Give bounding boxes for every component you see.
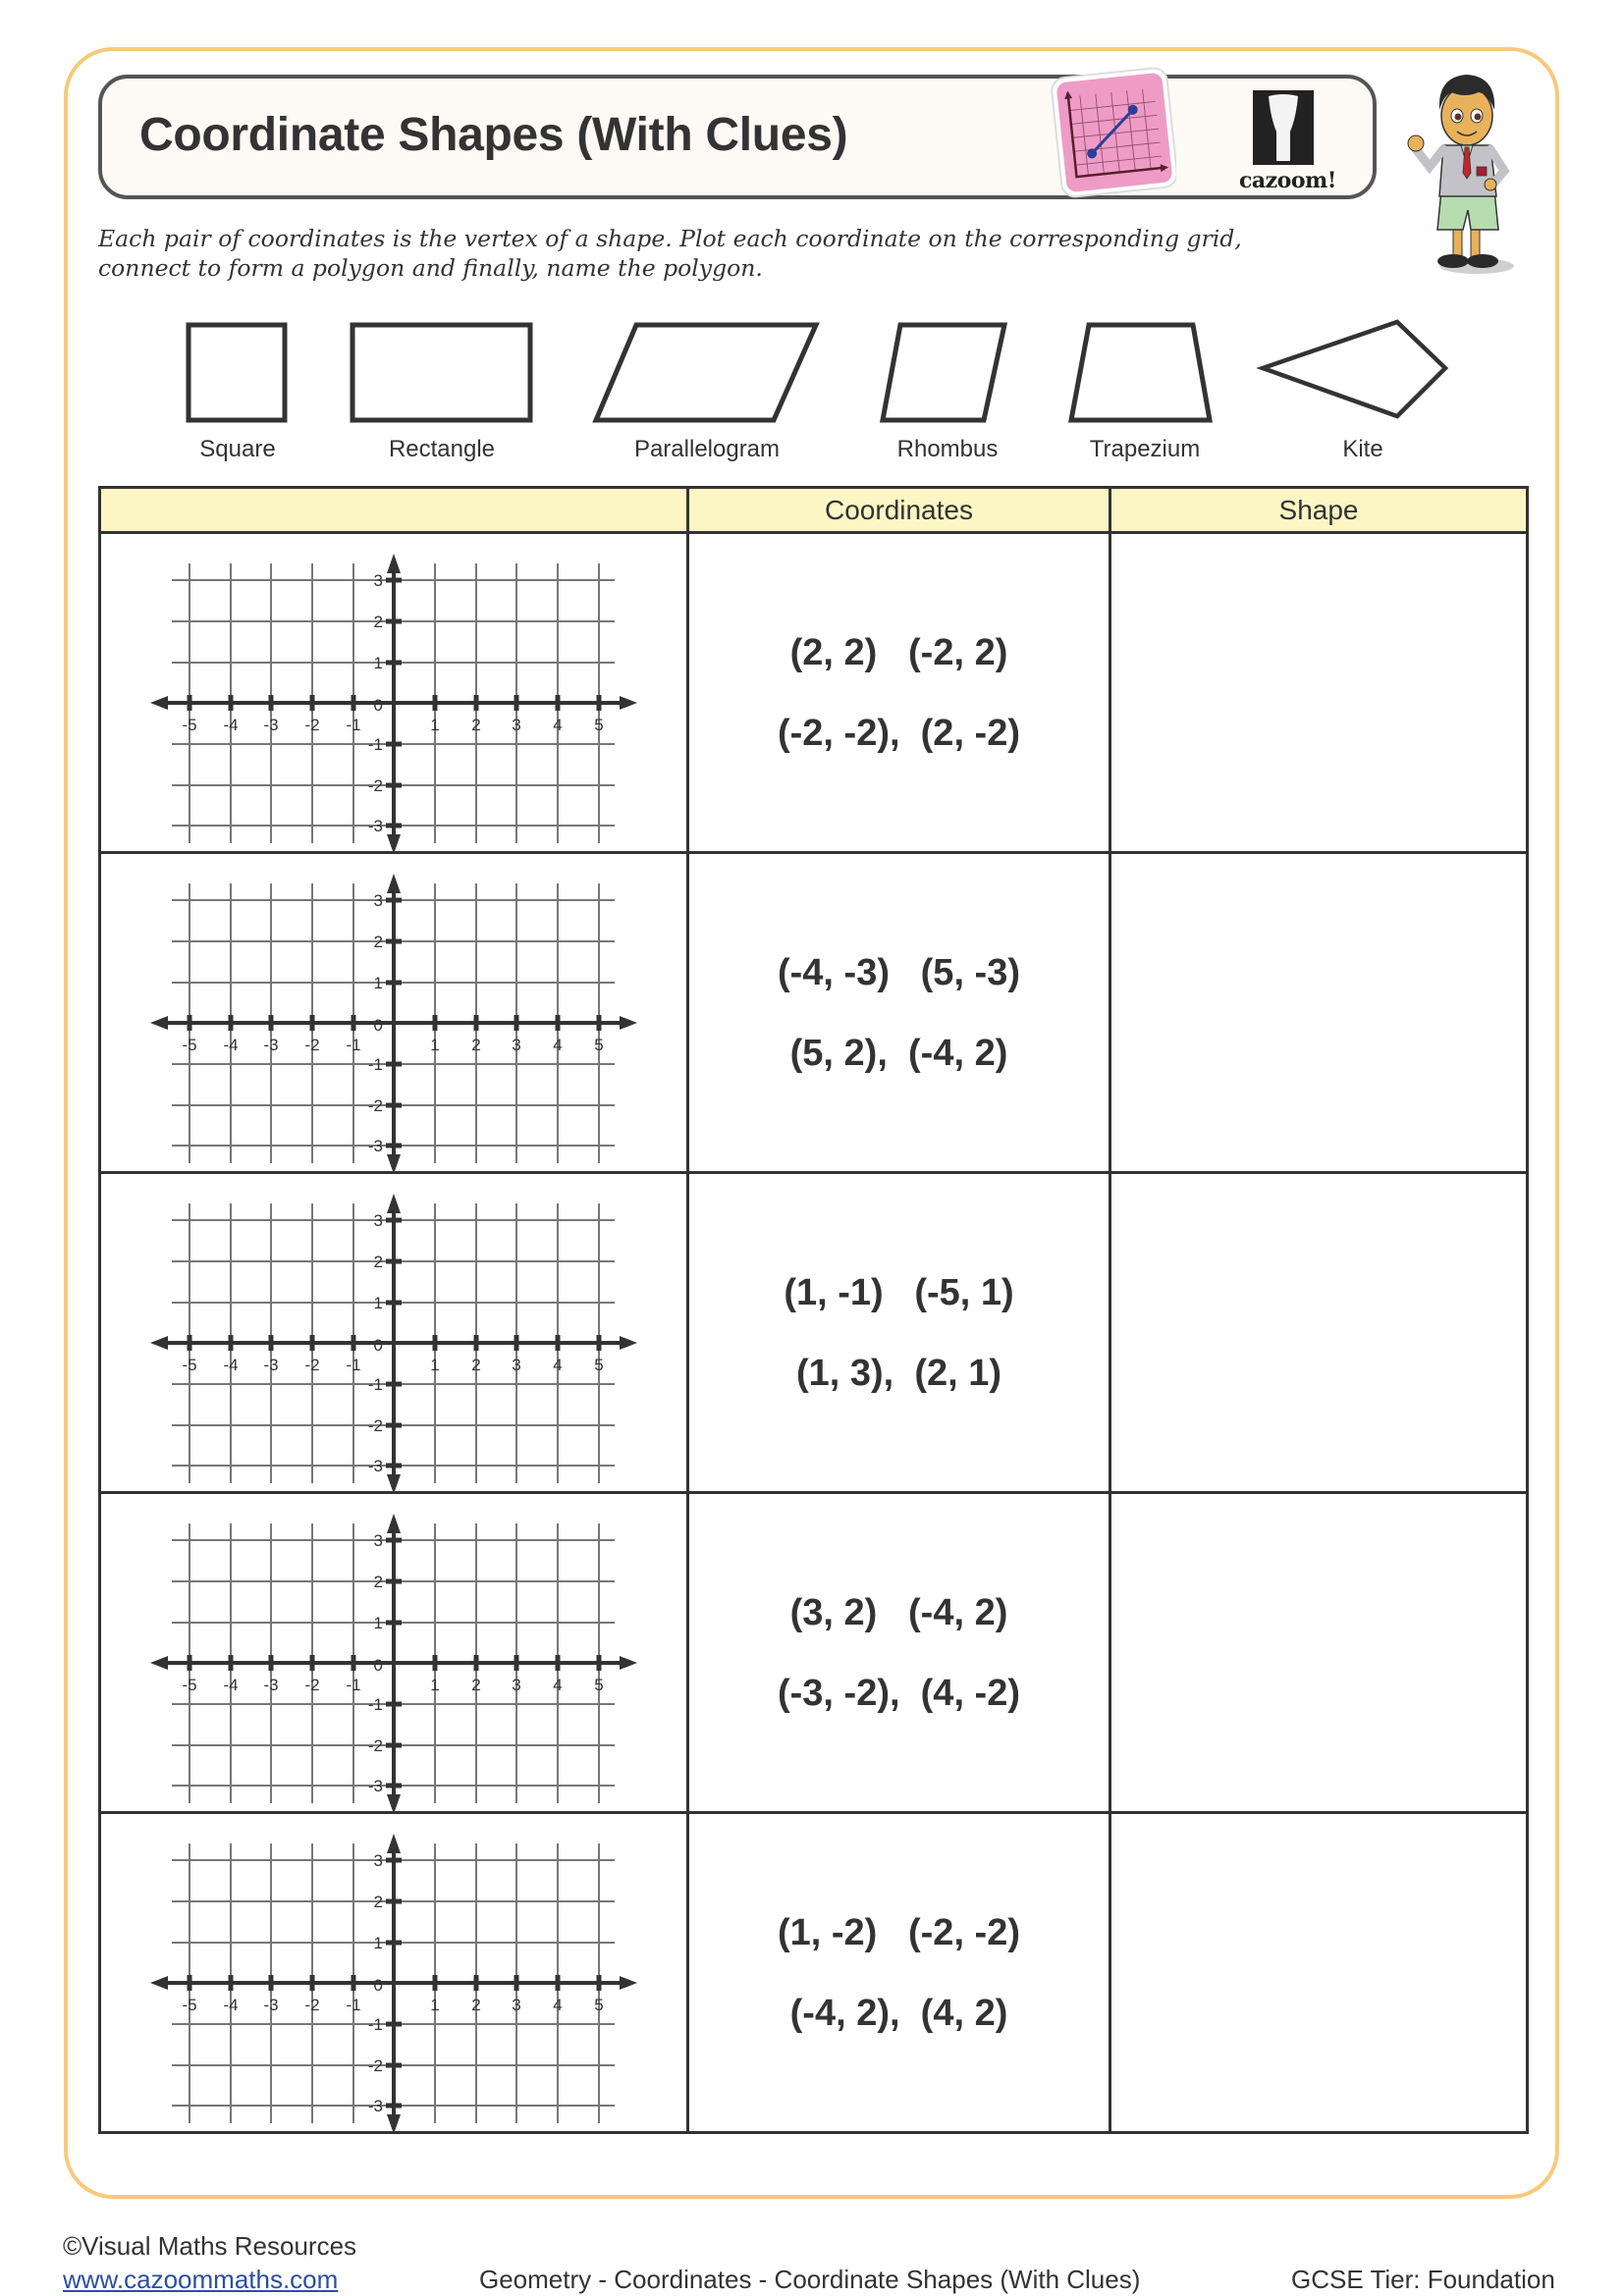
y-tick-label: 1 bbox=[373, 1294, 383, 1312]
coordinates-line-1: (2, 2) (-2, 2) bbox=[789, 631, 1008, 673]
header-shape: Shape bbox=[1110, 488, 1528, 533]
x-tick-label: 1 bbox=[430, 1676, 440, 1694]
coordinates-cell bbox=[688, 853, 1110, 1173]
coordinates-line-2: (1, 3), (2, 1) bbox=[795, 1352, 1002, 1394]
footer-topic: Geometry - Coordinates - Coordinate Shapes (With Clues) bbox=[479, 2265, 1141, 2294]
y-tick-label: -3 bbox=[367, 1137, 383, 1155]
header-coordinates: Coordinates bbox=[688, 488, 1110, 533]
grid-cell[interactable] bbox=[100, 1493, 688, 1813]
x-tick-label: -1 bbox=[346, 716, 361, 734]
instructions-line-2: connect to form a polygon and finally, name the polygon. bbox=[98, 254, 763, 282]
origin-label: 0 bbox=[373, 1976, 383, 1995]
y-tick-label: 3 bbox=[373, 1211, 383, 1230]
y-tick-label: -1 bbox=[367, 1375, 383, 1394]
x-tick-label: 4 bbox=[553, 716, 563, 734]
grid-cell[interactable] bbox=[100, 1813, 688, 2133]
x-tick-label: 1 bbox=[430, 1356, 440, 1374]
x-tick-label: -4 bbox=[223, 1676, 239, 1694]
origin-label: 0 bbox=[373, 1016, 383, 1035]
origin-label: 0 bbox=[373, 696, 383, 715]
table-row bbox=[100, 853, 1528, 1173]
y-tick-label: -2 bbox=[367, 2056, 383, 2075]
x-tick-label: 4 bbox=[553, 1036, 563, 1054]
origin-label: 0 bbox=[373, 1336, 383, 1355]
kite-icon bbox=[1263, 322, 1445, 416]
x-tick-label: 5 bbox=[594, 1036, 604, 1054]
y-tick-label: -3 bbox=[367, 2097, 383, 2115]
coordinate-grid[interactable] bbox=[101, 854, 689, 1171]
coordinates-line-1: (1, -1) (-5, 1) bbox=[784, 1271, 1014, 1313]
y-tick-label: 3 bbox=[373, 1531, 383, 1550]
x-tick-label: 3 bbox=[512, 716, 521, 734]
x-tick-label: 1 bbox=[430, 1036, 440, 1054]
x-tick-label: -4 bbox=[223, 1036, 239, 1054]
grid-cell[interactable] bbox=[100, 533, 688, 853]
coordinate-grid[interactable] bbox=[101, 534, 689, 851]
shape-label-trapezium: Trapezium bbox=[1089, 436, 1201, 462]
x-tick-label: 2 bbox=[471, 1036, 481, 1054]
y-tick-label: -1 bbox=[367, 1695, 383, 1714]
y-tick-label: 2 bbox=[373, 613, 383, 631]
coordinate-grid[interactable] bbox=[101, 1814, 689, 2131]
table-row bbox=[100, 1173, 1528, 1493]
x-tick-label: -3 bbox=[263, 1036, 279, 1054]
table-row bbox=[100, 1813, 1528, 2133]
drum-icon bbox=[1239, 88, 1327, 167]
coordinates-cell bbox=[688, 533, 1110, 853]
y-tick-label: -2 bbox=[367, 1416, 383, 1435]
y-tick-label: -1 bbox=[367, 735, 383, 754]
page-title: Coordinate Shapes (With Clues) bbox=[139, 109, 848, 161]
coordinates-line-2: (-3, -2), (4, -2) bbox=[777, 1672, 1021, 1714]
y-tick-label: 1 bbox=[373, 1934, 383, 1952]
origin-label: 0 bbox=[373, 1656, 383, 1675]
x-tick-label: -5 bbox=[182, 716, 197, 734]
y-tick-label: -2 bbox=[367, 776, 383, 795]
x-tick-label: -5 bbox=[182, 1036, 197, 1054]
x-tick-label: 5 bbox=[594, 1996, 604, 2014]
x-tick-label: -3 bbox=[263, 1676, 279, 1694]
footer-website-link[interactable]: www.cazoommaths.com bbox=[63, 2265, 339, 2294]
x-tick-label: -5 bbox=[182, 1996, 197, 2014]
x-tick-label: -4 bbox=[223, 1356, 239, 1374]
x-tick-label: -2 bbox=[304, 1036, 320, 1054]
shape-answer-cell[interactable] bbox=[1110, 853, 1528, 1173]
grid-cell[interactable] bbox=[100, 1173, 688, 1493]
coordinate-grid[interactable] bbox=[101, 1494, 689, 1811]
graph-icon bbox=[1051, 65, 1176, 200]
y-tick-label: 3 bbox=[373, 891, 383, 910]
x-tick-label: -3 bbox=[263, 1996, 279, 2014]
x-tick-label: 5 bbox=[594, 1356, 604, 1374]
x-tick-label: -1 bbox=[346, 1036, 361, 1054]
rhombus-icon bbox=[883, 325, 1004, 420]
shape-label-rectangle: Rectangle bbox=[388, 436, 496, 462]
x-tick-label: -2 bbox=[304, 716, 320, 734]
y-tick-label: 3 bbox=[373, 1851, 383, 1870]
x-tick-label: -2 bbox=[304, 1676, 320, 1694]
x-tick-label: 4 bbox=[553, 1356, 563, 1374]
y-tick-label: 2 bbox=[373, 1893, 383, 1911]
x-tick-label: 2 bbox=[471, 1676, 481, 1694]
shape-answer-cell[interactable] bbox=[1110, 1173, 1528, 1493]
table-header-row bbox=[100, 488, 1528, 533]
cazoom-logo bbox=[1239, 88, 1336, 196]
x-tick-label: 4 bbox=[553, 1676, 563, 1694]
y-tick-label: -2 bbox=[367, 1096, 383, 1115]
x-tick-label: -3 bbox=[263, 716, 279, 734]
y-tick-label: 1 bbox=[373, 654, 383, 672]
square-icon bbox=[189, 325, 285, 420]
x-tick-label: 3 bbox=[512, 1996, 521, 2014]
x-tick-label: -3 bbox=[263, 1356, 279, 1374]
parallelogram-icon bbox=[596, 325, 816, 420]
y-tick-label: -3 bbox=[367, 1777, 383, 1795]
header-grid bbox=[100, 488, 688, 533]
x-tick-label: -2 bbox=[304, 1356, 320, 1374]
shape-label-rhombus: Rhombus bbox=[896, 436, 999, 462]
table-row bbox=[100, 533, 1528, 853]
shape-answer-cell[interactable] bbox=[1110, 1813, 1528, 2133]
coordinates-cell bbox=[688, 1493, 1110, 1813]
x-tick-label: -4 bbox=[223, 716, 239, 734]
shape-label-kite: Kite bbox=[1342, 436, 1383, 462]
x-tick-label: 2 bbox=[471, 1996, 481, 2014]
x-tick-label: 4 bbox=[553, 1996, 563, 2014]
x-tick-label: 3 bbox=[512, 1356, 521, 1374]
coordinates-line-2: (-2, -2), (2, -2) bbox=[777, 712, 1021, 754]
coordinates-line-2: (5, 2), (-4, 2) bbox=[789, 1032, 1008, 1074]
shape-answer-cell[interactable] bbox=[1110, 1493, 1528, 1813]
mascot-boy-icon bbox=[1406, 65, 1524, 279]
y-tick-label: 3 bbox=[373, 571, 383, 590]
x-tick-label: 2 bbox=[471, 716, 481, 734]
x-tick-label: 5 bbox=[594, 1676, 604, 1694]
reference-shapes bbox=[0, 312, 1624, 430]
coordinates-line-2: (-4, 2), (4, 2) bbox=[789, 1992, 1008, 2034]
shape-label-square: Square bbox=[199, 436, 276, 462]
worksheet-table bbox=[98, 486, 1529, 2134]
x-tick-label: -1 bbox=[346, 1676, 361, 1694]
coordinates-line-1: (3, 2) (-4, 2) bbox=[789, 1591, 1008, 1633]
instructions bbox=[98, 224, 1375, 283]
x-tick-label: -2 bbox=[304, 1996, 320, 2014]
x-tick-label: -4 bbox=[223, 1996, 239, 2014]
x-tick-label: 5 bbox=[594, 716, 604, 734]
x-tick-label: 3 bbox=[512, 1036, 521, 1054]
x-tick-label: 3 bbox=[512, 1676, 521, 1694]
logo-text: cazoom! bbox=[1239, 168, 1336, 193]
x-tick-label: -5 bbox=[182, 1356, 197, 1374]
coordinates-cell bbox=[688, 1813, 1110, 2133]
coordinates-line-1: (-4, -3) (5, -3) bbox=[777, 951, 1021, 993]
x-tick-label: 1 bbox=[430, 1996, 440, 2014]
coordinates-line-1: (1, -2) (-2, -2) bbox=[777, 1911, 1021, 1953]
shape-label-parallelogram: Parallelogram bbox=[633, 436, 781, 462]
x-tick-label: -1 bbox=[346, 1996, 361, 2014]
x-tick-label: 2 bbox=[471, 1356, 481, 1374]
y-tick-label: 2 bbox=[373, 1253, 383, 1271]
y-tick-label: 1 bbox=[373, 1614, 383, 1632]
trapezium-icon bbox=[1071, 325, 1210, 420]
footer-copyright: ©Visual Maths Resources bbox=[63, 2231, 357, 2261]
y-tick-label: -3 bbox=[367, 1457, 383, 1475]
x-tick-label: -1 bbox=[346, 1356, 361, 1374]
rectangle-icon bbox=[352, 325, 530, 420]
coordinate-grid[interactable] bbox=[101, 1174, 689, 1491]
y-tick-label: -3 bbox=[367, 817, 383, 835]
grid-cell[interactable] bbox=[100, 853, 688, 1173]
y-tick-label: -1 bbox=[367, 1055, 383, 1074]
y-tick-label: -1 bbox=[367, 2015, 383, 2034]
footer-tier: GCSE Tier: Foundation bbox=[1291, 2265, 1555, 2294]
y-tick-label: -2 bbox=[367, 1736, 383, 1755]
table-row bbox=[100, 1493, 1528, 1813]
x-tick-label: 1 bbox=[430, 716, 440, 734]
x-tick-label: -5 bbox=[182, 1676, 197, 1694]
y-tick-label: 2 bbox=[373, 1573, 383, 1591]
coordinates-cell bbox=[688, 1173, 1110, 1493]
shape-answer-cell[interactable] bbox=[1110, 533, 1528, 853]
y-tick-label: 1 bbox=[373, 974, 383, 992]
y-tick-label: 2 bbox=[373, 933, 383, 951]
instructions-line-1: Each pair of coordinates is the vertex of a shape. Plot each coordinate on the corresponding grid, bbox=[98, 225, 1242, 252]
